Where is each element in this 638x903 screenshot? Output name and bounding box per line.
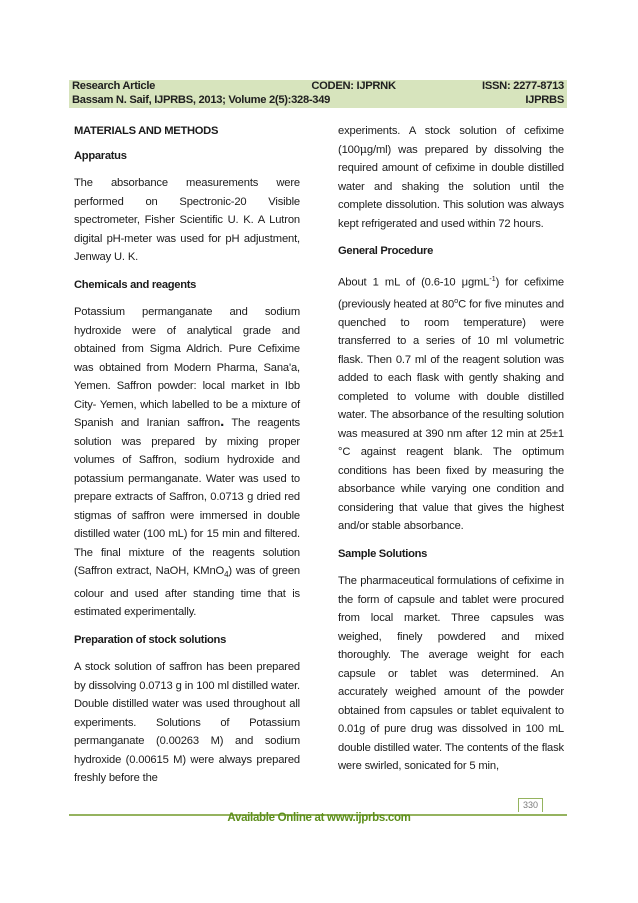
coden: CODEN: IJPRNK: [311, 80, 396, 92]
section-title: MATERIALS AND METHODS: [74, 125, 219, 137]
apparatus-heading: Apparatus: [74, 149, 127, 162]
stock-continued-paragraph: experiments. A stock solution of cefixime (100μg/ml) was prepared by dissolving the required amount of cefixime in double distilled water and shaking the solution until the complete dissolution. This solution was always kept refrigerated and used within 72 hours.: [338, 125, 564, 230]
general-procedure-heading: General Procedure: [338, 245, 434, 257]
general-procedure-paragraph: About 1 mL of (0.6-10 μgmL$^{-1}$) for cefixime (previously heated at 80$^o$C for five minutes and quenched to room temperature) were transferred to a series of 10 ml volumetric flask. Then 0.7 ml of the reagent solution was added to each flask with gently shaking and completed to volume with double distilled water. The absorbance of the resulting solution was measured at 390 nm after 12 min at 25±1 °C against reagent blank. The optimum conditions has been fixed by measuring the absorbance while varying one condition and considering that value that gives the highest and/or stable absorbance.: [338, 273, 564, 533]
sample-solutions-heading: Sample Solutions: [338, 547, 428, 560]
apparatus-paragraph: The absorbance measurements were performed on Spectronic-20 Visible spectrometer, Fisher Scientific U. K. A Lutron digital pH-meter was used for pH adjustment, Jenway U. K.: [74, 177, 300, 263]
header-row-2: [72, 94, 564, 108]
header-row-1: [72, 80, 564, 94]
stock-paragraph: A stock solution of saffron has been prepared by dissolving 0.0713 g in 100 ml distilled water. Double distilled water was used throughout all experiments. Solutions of Potassium permanganate (0.00263 M) and sodium hydroxide (0.00615 M) were always prepared freshly before the: [74, 661, 300, 785]
citation: Bassam N. Saif, IJPRBS, 2013; Volume 2(5):328-349: [72, 93, 331, 106]
journal-name: IJPRBS: [525, 93, 564, 106]
sample-solutions-paragraph: The pharmaceutical formulations of cefixime in the form of capsule and tablet were procured from local market. Three capsules was weighed, finely powdered and mixed thoroughly. The average weight for each capsule or tablet was determined. An accurately weighed amount of the powder obtained from capsules or tablet equivalent to 0.01g of pure drug was dissolved in 100 mL double distilled water. The contents of the flask were swirled, sonicated for 5 min,: [338, 575, 564, 773]
chemicals-paragraph: Potassium permanganate and sodium hydroxide were of analytical grade and obtained from Sigma Aldrich. Pure Cefixime was obtained from Modern Pharma, Sana'a, Yemen. Saffron powder: local market in Ibb City- Yemen, which labelled to be a mixture of Spanish and Iranian saffron. The reagents solution was prepared by mixing proper volumes of Saffron, sodium hydroxide and potassium permanganate. Water was used to prepare extracts of Saffron, 0.0713 g dried red stigmas of saffron were immersed in double distilled water (100 mL) for 15 min and filtered. The final mixture of the reagents solution (Saffron extract, NaOH, KMnO$_4$) was of green colour and used after standing time that is estimated experimentally.: [74, 306, 300, 619]
running-header: [69, 80, 567, 108]
stock-heading: Preparation of stock solutions: [74, 633, 227, 646]
left-column: [74, 122, 300, 797]
issn: ISSN: 2277-8713: [482, 80, 564, 92]
right-column: [338, 122, 564, 785]
chemicals-heading: Chemicals and reagents: [74, 278, 197, 291]
page-number: 330: [518, 798, 543, 812]
article-type: Research Article: [72, 80, 156, 92]
footer-availability: Available Online at www.ijprbs.com: [227, 812, 411, 824]
